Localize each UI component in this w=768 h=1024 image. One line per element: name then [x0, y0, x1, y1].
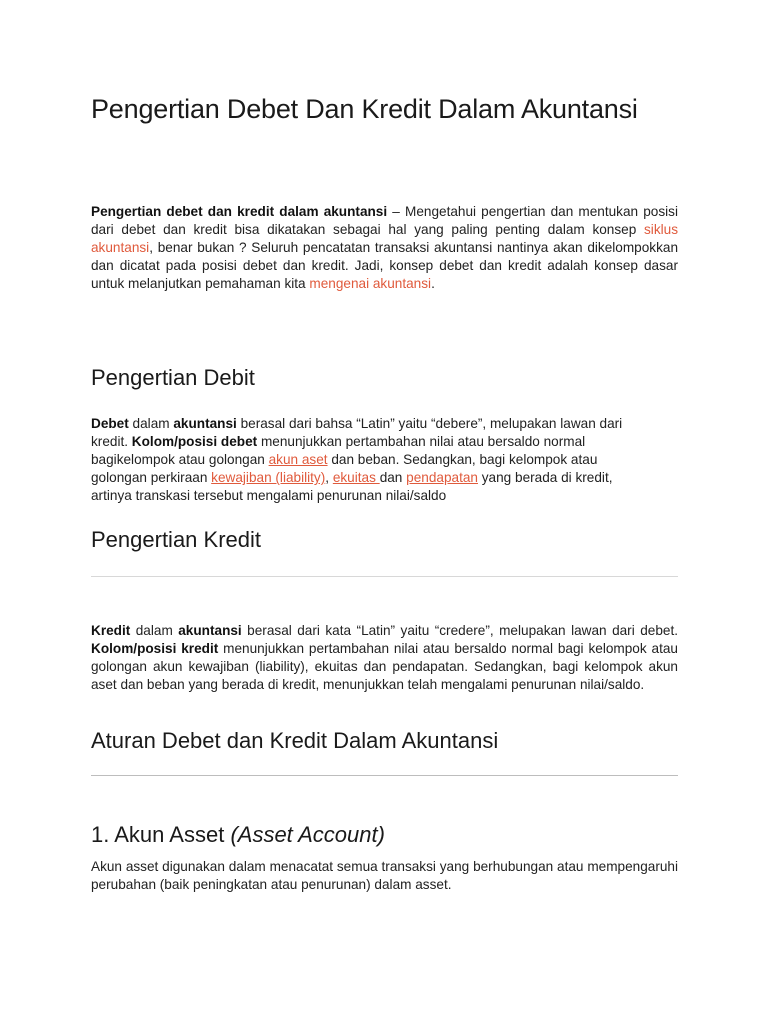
link-akun-aset[interactable]: akun aset: [268, 452, 328, 467]
debit-bold-debet: Debet: [91, 416, 129, 431]
page-title: Pengertian Debet Dan Kredit Dalam Akuntansi: [91, 94, 638, 124]
intro-text-1: – Mengetahui pengertian dan mentukan posisi dari debet dan kredit bisa dikatakan sebagai hal yang paling penting dalam konsep: [91, 204, 678, 237]
debit-text-1: dalam: [128, 416, 174, 431]
link-pendapatan[interactable]: pendapatan: [406, 470, 478, 485]
akun-asset-heading-prefix: 1. Akun Asset: [91, 822, 231, 847]
debit-text-4: dan beban. Sedangkan, bagi kelompok atau golongan perkiraan: [91, 452, 598, 485]
intro-paragraph: [91, 203, 678, 293]
link-ekuitas[interactable]: ekuitas: [332, 470, 380, 485]
kredit-text-1: dalam: [130, 623, 179, 638]
heading-pengertian-debit: Pengertian Debit: [91, 365, 255, 390]
kredit-text-3: menunjukkan pertambahan nilai atau bersaldo normal bagi kelompok atau golongan akun kewajiban (liability), ekuitas dan pendapatan. Sedangkan, bagi kelompok akun aset dan beban yang berada di kredit, menunjukkan telah mengalami penurunan nilai/saldo.: [91, 641, 678, 692]
intro-text-3: .: [431, 276, 435, 291]
heading-pengertian-kredit: Pengertian Kredit: [91, 527, 261, 552]
kredit-bold-akuntansi: akuntansi: [178, 623, 242, 638]
kredit-paragraph: [91, 622, 678, 694]
debit-text-3: menunjukkan pertambahan nilai atau bersaldo normal bagikelompok atau golongan: [91, 434, 586, 467]
kredit-text-2: berasal dari kata “Latin” yaitu “credere”, melupakan lawan dari debet.: [241, 623, 678, 638]
akun-asset-heading-italic: (Asset Account): [230, 822, 385, 847]
heading-aturan-debet-kredit: Aturan Debet dan Kredit Dalam Akuntansi: [91, 728, 499, 753]
heading-akun-asset: [91, 821, 678, 849]
debit-bold-kolom: Kolom/posisi debet: [131, 434, 258, 449]
debit-bold-akuntansi: akuntansi: [173, 416, 237, 431]
divider: [91, 775, 678, 776]
link-kewajiban[interactable]: kewajiban (liability): [211, 470, 326, 485]
intro-text-2: , benar bukan ? Seluruh pencatatan transaksi akuntansi nantinya akan dikelompokkan dan dicatat pada posisi debet dan kredit. Jadi, konsep debet dan kredit adalah konsep dasar untuk melanjutkan pemahaman kita: [91, 240, 678, 291]
debit-text-6: dan: [379, 470, 407, 485]
link-mengenai-akuntansi[interactable]: mengenai akuntansi: [309, 276, 432, 291]
debit-text-7: yang berada di kredit, artinya transkasi tersebut mengalami penurunan nilai/saldo: [91, 470, 613, 503]
intro-bold-lead: Pengertian debet dan kredit dalam akuntansi: [91, 204, 388, 219]
kredit-bold-kredit: Kredit: [91, 623, 131, 638]
debit-text-2: berasal dari bahsa “Latin” yaitu “debere”, melupakan lawan dari kredit.: [91, 416, 623, 449]
akun-asset-paragraph: Akun asset digunakan dalam menacatat semua transaksi yang berhubungan atau mempengaruhi perubahan (baik peningkatan atau penurunan) dalam asset.: [91, 859, 678, 892]
debit-text-5: ,: [325, 470, 333, 485]
debit-paragraph: [91, 415, 651, 505]
kredit-bold-kolom: Kolom/posisi kredit: [91, 641, 219, 656]
divider: [91, 576, 678, 577]
link-siklus-akuntansi[interactable]: siklus akuntansi: [91, 222, 678, 255]
